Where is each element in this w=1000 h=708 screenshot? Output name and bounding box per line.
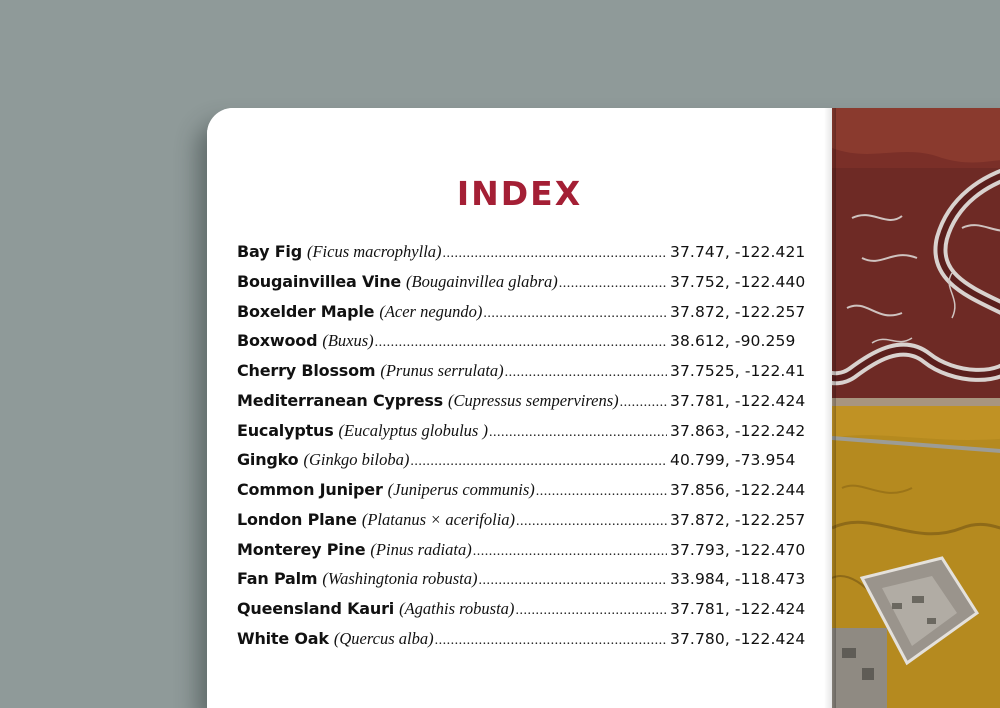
coordinates: 37.752, -122.440 [670,272,806,291]
dot-leader [516,514,667,530]
dot-leader [375,335,667,351]
index-entry [237,510,812,540]
scientific-name: (Agathis robusta) [399,599,515,618]
dot-leader [505,365,667,381]
dot-leader [479,573,668,589]
coordinates: 37.856, -122.244 [670,481,806,499]
coordinates: 38.612, -90.259 [670,332,796,351]
common-name: Mediterranean Cypress [237,390,444,410]
dot-leader [473,544,667,560]
index-list [237,242,812,659]
common-name: Fan Palm [237,569,318,589]
index-entry [237,272,812,302]
aerial-photo [832,108,1000,708]
dot-leader [536,484,667,500]
book-spine-shadow [824,108,836,708]
coordinates: 37.7525, -122.41 [670,362,806,380]
common-name: White Oak [237,628,329,648]
index-entry [237,421,812,451]
index-entry [237,540,812,570]
index-page [207,108,832,708]
common-name: Eucalyptus [237,420,334,440]
index-entry [237,569,812,599]
dot-leader [483,306,667,322]
dot-leader [435,633,667,649]
scientific-name: (Cupressus sempervirens) [448,390,619,410]
scientific-name: (Juniperus communis) [387,480,535,499]
index-entry [237,480,812,510]
index-entry [237,331,812,361]
common-name: Gingko [237,450,299,470]
coordinates: 37.872, -122.257 [670,302,806,321]
dot-leader [489,425,667,441]
common-name: Monterey Pine [237,539,366,559]
scientific-name: (Eucalyptus globulus ) [338,420,488,440]
coordinates: 37.781, -122.424 [670,391,806,410]
scientific-name: (Platanus × acerifolia) [361,509,516,529]
common-name: London Plane [237,509,357,529]
dot-leader [410,454,667,470]
scientific-name: (Ginkgo biloba) [303,450,410,470]
dot-leader [620,395,667,411]
scientific-name: (Acer negundo) [379,301,483,321]
dot-leader [515,603,667,619]
index-entry [237,361,812,391]
index-title: INDEX [456,174,583,213]
coordinates: 33.984, -118.473 [670,570,806,589]
coordinates: 37.863, -122.242 [670,421,806,440]
index-entry [237,599,812,629]
scientific-name: (Prunus serrulata) [380,361,504,380]
dot-leader [559,276,667,292]
coordinates: 37.781, -122.424 [670,600,806,618]
index-entry [237,450,812,480]
index-entry [237,302,812,332]
scientific-name: (Bougainvillea glabra) [406,271,558,291]
scientific-name: (Ficus macrophylla) [306,242,442,261]
coordinates: 37.747, -122.421 [670,243,806,261]
index-entry [237,629,812,659]
coordinates: 37.780, -122.424 [670,629,806,648]
scientific-name: (Washingtonia robusta) [322,569,478,589]
index-entry [237,242,812,272]
common-name: Cherry Blossom [237,361,376,380]
coordinates: 37.793, -122.470 [670,540,806,559]
index-entry [237,391,812,421]
scientific-name: (Buxus) [322,331,374,351]
dot-leader [443,246,667,262]
common-name: Boxelder Maple [237,301,375,321]
coordinates: 40.799, -73.954 [670,451,796,470]
common-name: Bougainvillea Vine [237,271,402,291]
common-name: Queensland Kauri [237,599,395,618]
common-name: Bay Fig [237,242,302,261]
common-name: Boxwood [237,331,318,351]
scientific-name: (Quercus alba) [333,628,434,648]
open-book [207,108,1000,708]
coordinates: 37.872, -122.257 [670,510,806,529]
scientific-name: (Pinus radiata) [370,539,472,559]
common-name: Common Juniper [237,480,383,499]
